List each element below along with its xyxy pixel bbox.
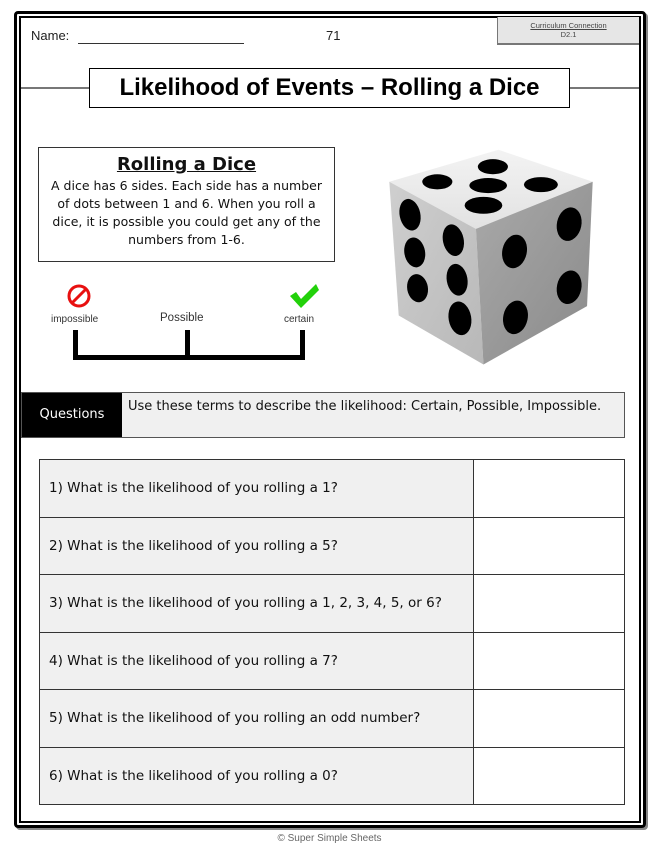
dice-icon xyxy=(378,145,604,373)
curriculum-code: D2.1 xyxy=(560,30,577,39)
info-box xyxy=(38,147,335,262)
table-row xyxy=(40,460,625,518)
impossible-label: impossible xyxy=(51,314,99,325)
certain-label: certain xyxy=(284,314,315,325)
questions-instruction: Use these terms to describe the likelihood: Certain, Possible, Impossible. xyxy=(128,399,602,414)
info-body: A dice has 6 sides. Each side has a number of dots between 1 and 6. When you roll a dice, it is possible you could get any of the numbers from 1-6. xyxy=(51,178,322,247)
question-text: 4) What is the likelihood of you rolling a 7? xyxy=(40,632,474,690)
answer-cell[interactable] xyxy=(474,460,625,518)
page-number: 71 xyxy=(326,28,341,43)
table-row xyxy=(40,632,625,690)
scale-bar xyxy=(73,355,305,360)
answer-cell[interactable] xyxy=(474,632,625,690)
info-heading: Rolling a Dice xyxy=(116,154,257,175)
likelihood-scale xyxy=(40,282,330,362)
questions-tag: Questions xyxy=(22,393,122,437)
question-text: 6) What is the likelihood of you rolling a 0? xyxy=(40,747,474,805)
answer-cell[interactable] xyxy=(474,690,625,748)
questions-instruction-bar xyxy=(21,392,625,438)
answer-cell[interactable] xyxy=(474,517,625,575)
question-text: 1) What is the likelihood of you rolling a 1? xyxy=(40,460,474,518)
question-text: 2) What is the likelihood of you rolling a 5? xyxy=(40,517,474,575)
answer-cell[interactable] xyxy=(474,575,625,633)
curriculum-title: Curriculum Connection xyxy=(530,21,607,30)
question-text: 3) What is the likelihood of you rolling a 1, 2, 3, 4, 5, or 6? xyxy=(40,575,474,633)
table-row xyxy=(40,690,625,748)
possible-label: Possible xyxy=(160,312,204,324)
questions-table xyxy=(39,459,625,805)
prohibited-icon xyxy=(67,284,91,308)
answer-cell[interactable] xyxy=(474,747,625,805)
name-label: Name: xyxy=(31,28,70,43)
curriculum-connection-badge xyxy=(497,17,639,45)
name-field[interactable] xyxy=(78,43,244,44)
checkmark-icon xyxy=(288,282,322,310)
table-row xyxy=(40,517,625,575)
table-row xyxy=(40,747,625,805)
page-title: Likelihood of Events – Rolling a Dice xyxy=(89,68,570,108)
footer-copyright: © Super Simple Sheets xyxy=(277,833,382,844)
table-row xyxy=(40,575,625,633)
question-text: 5) What is the likelihood of you rolling an odd number? xyxy=(40,690,474,748)
